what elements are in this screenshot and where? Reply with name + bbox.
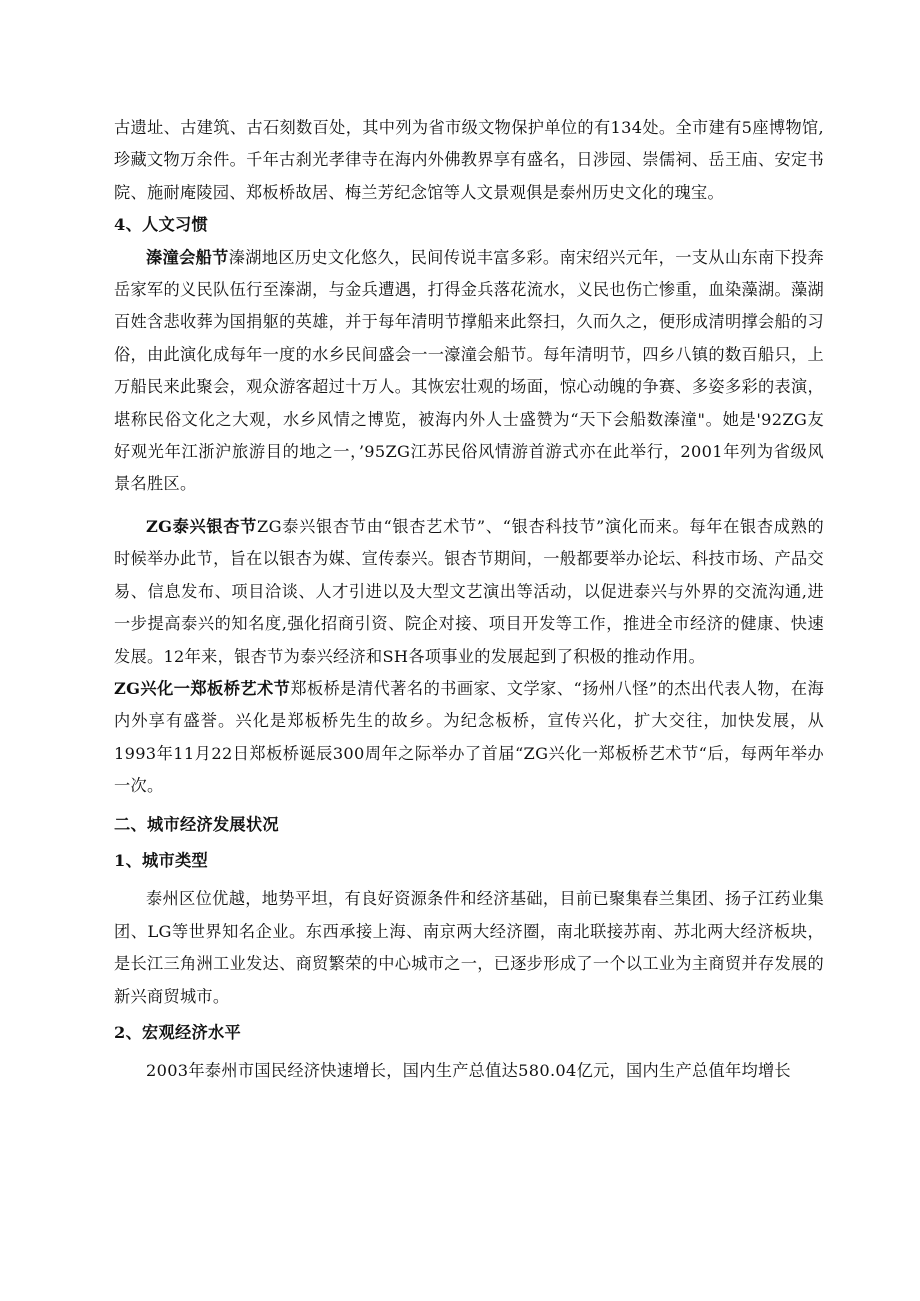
section-2-heading: 二、城市经济发展状况	[114, 814, 279, 834]
macro-economy-heading: 2、宏观经济水平	[114, 1022, 241, 1042]
festival-title-zhengbanqiao: ZG兴化一郑板桥艺术节	[114, 678, 291, 698]
festival-paragraph-qintong	[114, 242, 824, 501]
macro-economy-paragraph: 2003年泰州市国民经济快速增长，国内生产总值达580.04亿元，国内生产总值年均增长	[146, 1061, 791, 1081]
festival-paragraph-ginkgo	[114, 511, 824, 673]
city-type-paragraph: 泰州区位优越，地势平坦，有良好资源条件和经济基础，目前已聚集春兰集团、扬子江药业集团、LG等世界知名企业。东西承接上海、南京两大经济圈，南北联接苏南、苏北两大经济板块，是长江三角洲工业发达、商贸繁荣的中心城市之一，已逐步形成了一个以工业为主商贸并存发展的新兴商贸城市。	[114, 889, 824, 1006]
festival-text-ginkgo: ZG泰兴银杏节由“银杏艺术节”、“银杏科技节”演化而来。每年在银杏成熟的时候举办此节，旨在以银杏为媒、宣传泰兴。银杏节期间，一般都要举办论坛、科技市场、产品交易、信息发布、项目洽谈、人才引进以及大型文艺演出等活动，以促进泰兴与外界的交流沟通,进一步提高泰兴的知名度,强化招商引资、院企对接、项目开发等工作，推进全市经济的健康、快速发展。12年来，银杏节为泰兴经济和SH各项事业的发展起到了积极的推动作用。	[114, 516, 825, 666]
festival-text-qintong: 溱湖地区历史文化悠久，民间传说丰富多彩。南宋绍兴元年，一支从山东南下投奔岳家军的义民队伍行至溱湖，与金兵遭遇，打得金兵落花流水，义民也伤亡惨重，血染藻湖。藻湖百姓含悲收葬为国捐躯的英雄，并于每年清明节撑船来此祭扫，久而久之，便形成清明撑会船的习俗，由此演化成每年一度的水乡民间盛会一一濠潼会船节。每年清明节，四乡八镇的数百船只，上万船民来此聚会，观众游客超过十万人。其恢宏壮观的场面，惊心动魄的争赛、多姿多彩的表演，堪称民俗文化之大观，水乡风情之博览，被海内外人士盛赞为“天下会船数溱潼"。她是'92ZG友好观光年江浙沪旅游目的地之一，’95ZG江苏民俗风情游首游式亦在此举行，2001年列为省级风景名胜区。	[114, 247, 825, 494]
festival-title-qintong: 溱潼会船节	[146, 247, 229, 267]
festival-title-ginkgo: ZG泰兴银杏节	[146, 516, 258, 536]
section-4-heading: 4、人文习惯	[114, 215, 209, 235]
festival-text-zhengbanqiao: 郑板桥是清代著名的书画家、文学家、“扬州八怪”的杰出代表人物，在海内外享有盛誉。兴化是郑板桥先生的故乡。为纪念板桥，宣传兴化，扩大交往，加快发展，从1993年11月22日郑板桥诞辰300周年之际举办了首届“ZG兴化一郑板桥艺术节“后，每两年举办一次。	[114, 678, 824, 796]
document-page	[114, 112, 824, 1088]
festival-paragraph-zhengbanqiao	[114, 673, 824, 803]
intro-paragraph: 古遗址、古建筑、古石刻数百处，其中列为省市级文物保护单位的有134处。全市建有5座博物馆,珍藏文物万余件。千年古刹光孝律寺在海内外佛教界享有盛名，日涉园、崇儒祠、岳王庙、安定书院、施耐庵陵园、郑板桥故居、梅兰芳纪念馆等人文景观俱是泰州历史文化的瑰宝。	[114, 118, 824, 202]
city-type-heading: 1、城市类型	[114, 850, 209, 870]
